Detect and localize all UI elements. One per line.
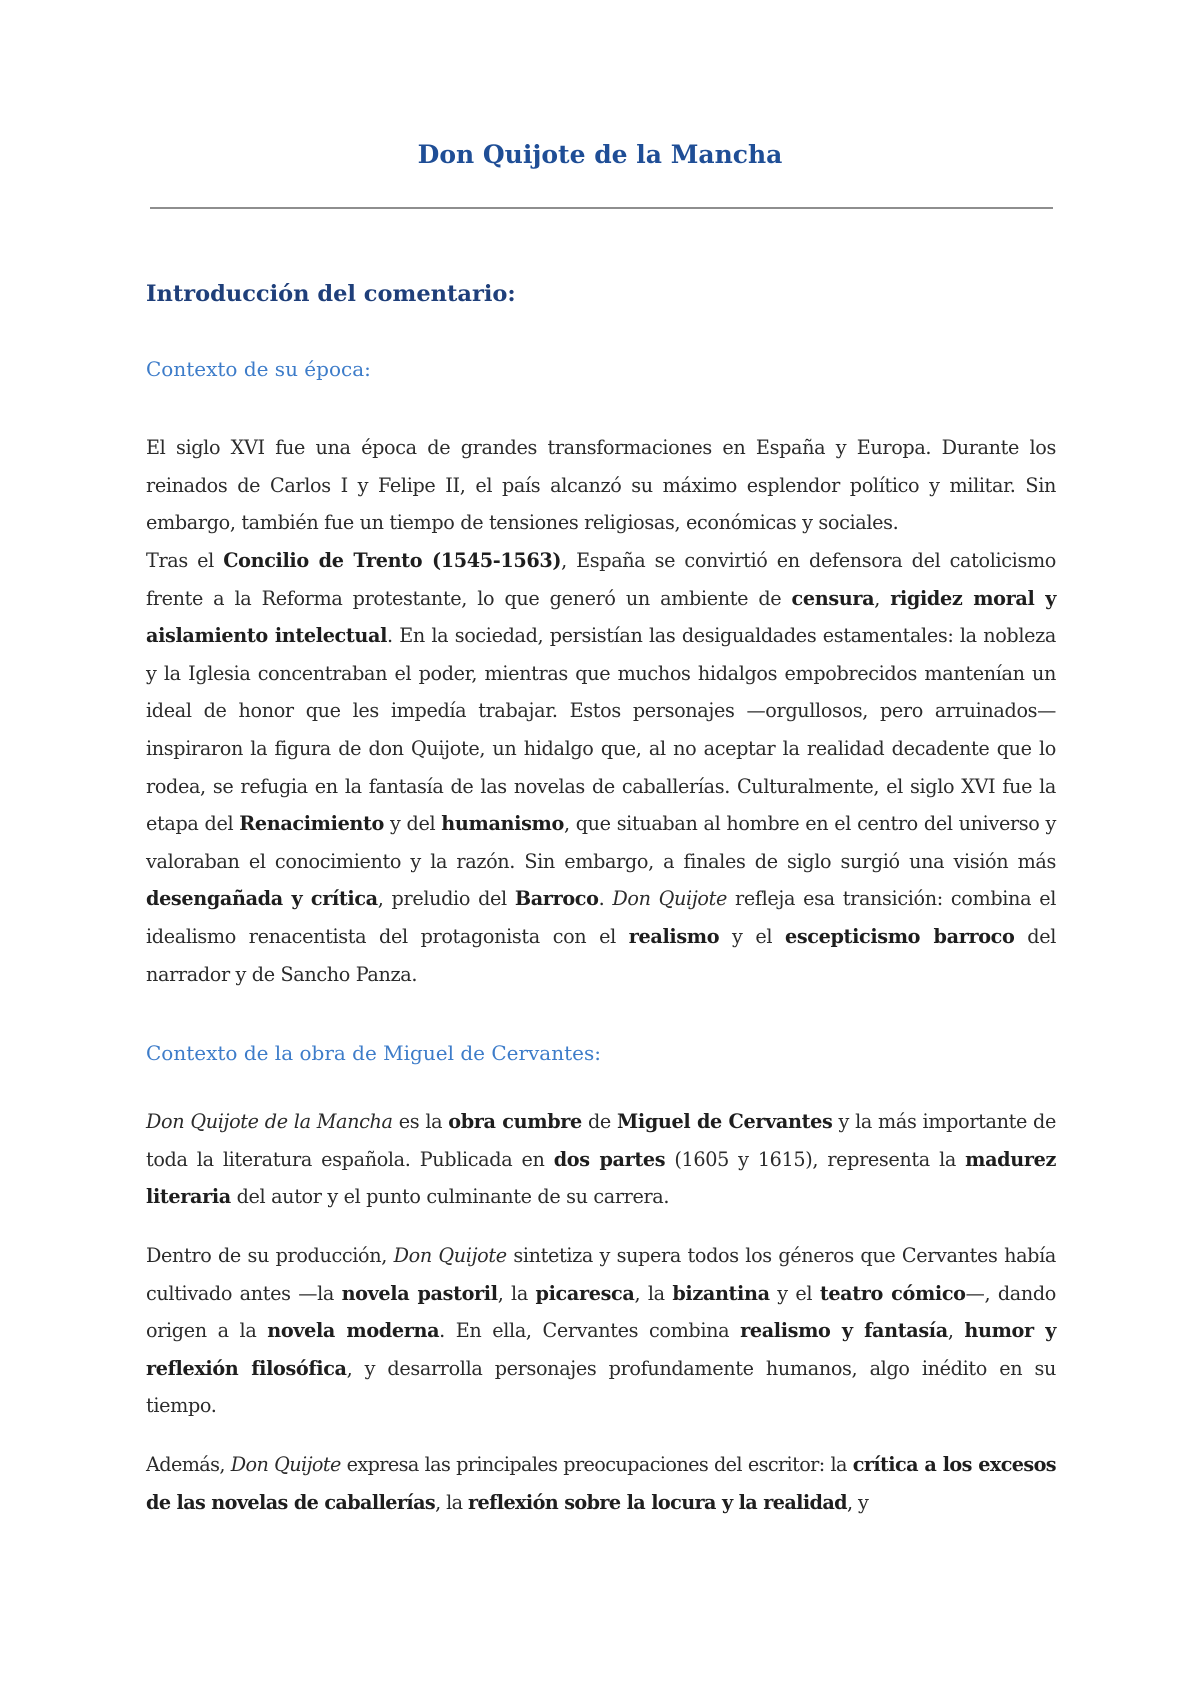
bold-term: bizantina (672, 1281, 770, 1305)
text-run: expresa las principales preocupaciones del escritor: la (340, 1453, 853, 1476)
bold-term: realismo (628, 924, 720, 948)
text-run: . (598, 887, 613, 911)
text-run: , la (497, 1281, 536, 1305)
text-run: es la (392, 1110, 449, 1133)
text-run: . En la sociedad, persistían las desigualdades estamentales: la nobleza y la Iglesia concentraban el poder, mientras que muchos hidalgos empobrecidos mantenían un ideal de honor que les impedía trabajar. Estos personajes —orgullosos, pero arruinados— inspiraron la figura de don Quijote, un hidalgo que, al no aceptar la realidad decadente que lo rodea, se refugia en la fantasía de las novelas de caballerías. Culturalmente, el siglo XVI fue la etapa del (146, 624, 1057, 836)
bold-term: desengañada y crítica (146, 887, 378, 911)
text-run: , la (634, 1281, 673, 1305)
text-run: del narrador y de Sancho Panza. (146, 924, 1056, 986)
text-run: , y (847, 1490, 869, 1514)
bold-term: teatro cómico (819, 1281, 966, 1305)
italic-title: Don Quijote (230, 1453, 341, 1476)
bold-term: obra cumbre (448, 1110, 582, 1133)
bold-term: novela moderna (267, 1319, 440, 1343)
text-run: Dentro de su producción, (146, 1244, 394, 1267)
paragraph-epoch-2 (146, 542, 1056, 993)
bold-term: rigidez moral y aislamiento intelectual (146, 586, 1056, 648)
document-title: Don Quijote de la Mancha (417, 140, 783, 169)
text-run: Además, (146, 1453, 231, 1476)
text-run: , preludio del (377, 887, 515, 911)
bold-term: humanismo (441, 812, 564, 836)
text-run: , y desarrolla personajes profundamente humanos, algo inédito en su tiempo. (146, 1356, 1056, 1418)
bold-term: novela pastoril (341, 1281, 498, 1305)
bold-term: realismo y fantasía (740, 1319, 948, 1343)
title-divider (150, 207, 1053, 209)
text-run: (1605 y 1615), representa la (665, 1147, 966, 1171)
text-run: —, dando origen a la (146, 1281, 1057, 1343)
bold-term: escepticismo barroco (784, 924, 1015, 948)
text-run: , España se convirtió en defensora del catolicismo frente a la Reforma protestante, lo que generó un ambiente de (146, 549, 1056, 610)
bold-term: censura (791, 586, 875, 610)
bold-term: crítica a los excesos de las novelas de caballerías (146, 1453, 1056, 1514)
bold-term: Barroco (514, 887, 599, 911)
italic-title: Don Quijote (612, 887, 727, 911)
text-run: y la más importante de toda la literatura española. Publicada en (146, 1110, 1056, 1171)
bold-term: Concilio de Trento (1545-1563) (223, 549, 562, 572)
italic-title: Don Quijote (393, 1244, 507, 1267)
paragraph-work-1 (146, 1103, 1056, 1216)
paragraph-work-3 (146, 1446, 1056, 1521)
text-run: y del (383, 812, 442, 836)
subheading-context-epoch: Contexto de su época: (146, 357, 371, 381)
bold-term: Miguel de Cervantes (617, 1110, 833, 1133)
bold-term: madurez literaria (146, 1147, 1057, 1209)
text-run: Tras el (146, 549, 224, 572)
text-run: y el (769, 1281, 820, 1305)
bold-term: picaresca (535, 1281, 635, 1305)
italic-title: Don Quijote de la Mancha (146, 1110, 393, 1133)
bold-term: Renacimiento (239, 812, 384, 836)
bold-term: humor y reflexión filosófica (146, 1319, 1056, 1380)
text-run: sintetiza y supera todos los géneros que Cervantes había cultivado antes —la (146, 1244, 1056, 1305)
section-heading: Introducción del comentario: (146, 281, 516, 307)
paragraph-work-2 (146, 1237, 1056, 1425)
subheading-context-work: Contexto de la obra de Miguel de Cervantes: (146, 1041, 601, 1065)
text-run: El siglo XVI fue una época de grandes transformaciones en España y Europa. Durante los reinados de Carlos I y Felipe II, el país alcanzó su máximo esplendor político y militar. Sin embargo, también fue un tiempo de tensiones religiosas, económicas y sociales. (146, 436, 1056, 535)
text-run: del autor y el punto culminante de su carrera. (230, 1185, 670, 1209)
text-run: y el (719, 924, 785, 948)
text-run: refleja esa transición: combina el idealismo renacentista del protagonista con el (146, 887, 1056, 948)
text-run: , que situaban al hombre en el centro del universo y valoraban el conocimiento y la razón. Sin embargo, a finales de siglo surgió una visión más (146, 812, 1057, 873)
bold-term: dos partes (553, 1147, 666, 1171)
text-run: , (874, 586, 891, 610)
text-run: . En ella, Cervantes combina (439, 1319, 741, 1343)
bold-term: reflexión sobre la locura y la realidad (467, 1490, 847, 1514)
text-run: , la (435, 1490, 468, 1514)
text-run: , (947, 1319, 965, 1343)
text-run: de (581, 1110, 617, 1133)
paragraph-epoch-1 (146, 429, 1056, 542)
